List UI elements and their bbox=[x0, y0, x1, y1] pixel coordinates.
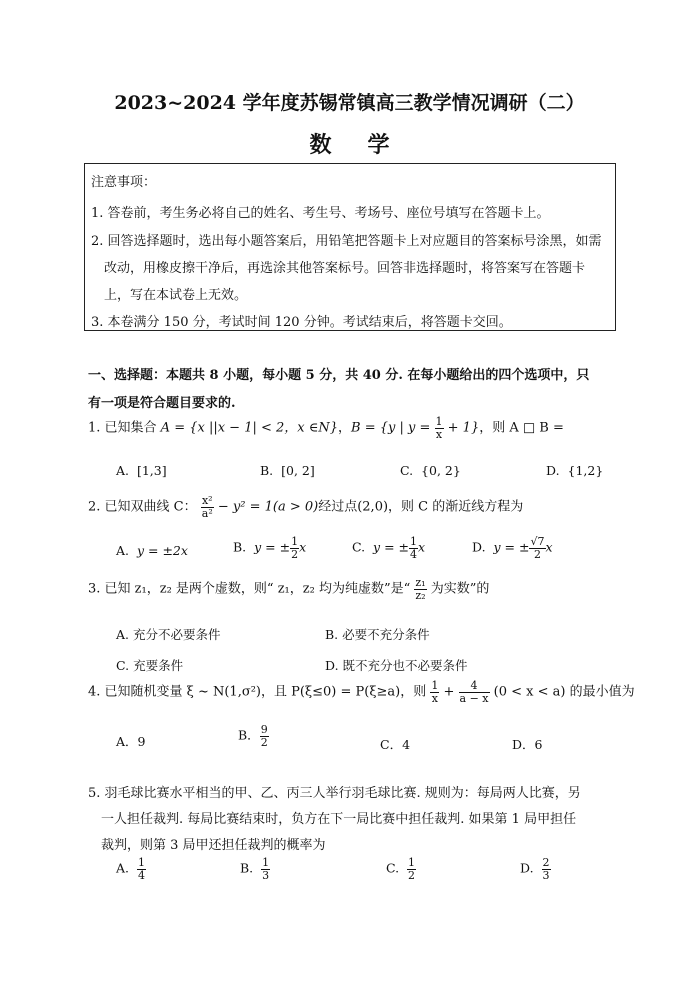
q2-option-c-pre: y = ± bbox=[373, 539, 410, 555]
q4-option-c: C．4 bbox=[380, 737, 411, 752]
q1-set-b-post: + 1} bbox=[447, 420, 480, 436]
section-1-line-2: 有一项是符合题目要求的. bbox=[88, 396, 236, 411]
q1-option-a-letter: A. bbox=[116, 463, 130, 478]
q5-option-b-letter: B. bbox=[240, 860, 254, 876]
q4-option-b bbox=[238, 724, 269, 748]
q4-plus: + bbox=[443, 684, 455, 700]
notice-item-1: 1. 答卷前，考生务必将自己的姓名、考生号、考场号、座位号填写在答题卡上。 bbox=[91, 206, 550, 221]
q1-option-b bbox=[260, 463, 315, 478]
q2-fraction bbox=[201, 495, 214, 519]
q1-frac-den: x bbox=[435, 427, 443, 441]
q2-option-b-letter: B. bbox=[233, 539, 247, 555]
q3-post: 为实数”的 bbox=[430, 581, 490, 597]
q2-option-b-pre: y = ± bbox=[254, 539, 291, 555]
q3-frac-den: z₂ bbox=[415, 588, 426, 602]
q2-option-d-den: 2 bbox=[529, 548, 545, 561]
q5-option-b-num: 1 bbox=[262, 856, 270, 869]
q2-option-a-letter: A. bbox=[116, 543, 130, 558]
q1-option-c-letter: C. bbox=[400, 463, 414, 478]
q2-option-d bbox=[472, 536, 553, 560]
q1-option-c bbox=[400, 463, 461, 478]
q2-option-c-fraction bbox=[409, 536, 418, 560]
q2-option-a-value: y = ±2x bbox=[136, 543, 188, 558]
q2-option-d-post: x bbox=[545, 539, 553, 555]
q3-option-d: D. 既不充分也不必要条件 bbox=[325, 658, 468, 673]
q5-option-a-letter: A. bbox=[116, 860, 130, 876]
q5-option-c-letter: C. bbox=[386, 860, 400, 876]
q1-option-d bbox=[546, 463, 603, 478]
q5-option-c-num: 1 bbox=[408, 856, 416, 869]
q4-option-b-fraction bbox=[260, 724, 269, 748]
notice-heading: 注意事项： bbox=[91, 175, 157, 190]
q2-pre: 2. 已知双曲线 C： bbox=[88, 499, 197, 515]
q2-option-c-den: 4 bbox=[410, 547, 418, 561]
q3-option-c: C. 充要条件 bbox=[116, 658, 184, 673]
q1-option-b-value: [0, 2] bbox=[281, 463, 315, 478]
notice-item-2-line-3: 上，写在本试卷上无效。 bbox=[104, 288, 248, 303]
q1-frac-num: 1 bbox=[435, 415, 443, 428]
q4-post: (0 < x < a) 的最小值为 bbox=[493, 684, 635, 700]
q5-option-d-fraction bbox=[542, 857, 551, 881]
q5-option-b bbox=[240, 857, 270, 881]
q4-fraction-1 bbox=[430, 680, 439, 704]
q2-option-d-pre: y = ± bbox=[493, 539, 530, 555]
q2-option-d-fraction bbox=[529, 536, 545, 560]
q3-option-a: A. 充分不必要条件 bbox=[116, 627, 221, 642]
question-2-stem bbox=[88, 495, 523, 519]
question-5-line-1: 5. 羽毛球比赛水平相当的甲、乙、丙三人举行羽毛球比赛. 规则为：每局两人比赛，另 bbox=[88, 786, 581, 801]
q1-fraction bbox=[435, 416, 444, 440]
q2-option-d-num: √7 bbox=[530, 535, 545, 548]
q2-option-b-post: x bbox=[299, 539, 307, 555]
q5-option-a-den: 4 bbox=[137, 868, 145, 882]
q4-f2-den: a − x bbox=[459, 691, 489, 705]
q4-option-b-letter: B． bbox=[238, 727, 260, 743]
question-5-line-3: 裁判，则第 3 局甲还担任裁判的概率为 bbox=[101, 838, 326, 853]
q2-option-b-fraction bbox=[290, 536, 299, 560]
q4-f1-num: 1 bbox=[431, 679, 439, 692]
q2-option-d-letter: D. bbox=[472, 539, 486, 555]
q5-option-c bbox=[386, 857, 416, 881]
q1-option-d-letter: D. bbox=[546, 463, 560, 478]
q1-option-a-value: [1,3] bbox=[136, 463, 167, 478]
question-4-stem bbox=[88, 680, 635, 704]
q4-option-d: D．6 bbox=[512, 737, 543, 752]
q5-option-d-num: 2 bbox=[542, 856, 550, 869]
q2-option-b-num: 1 bbox=[291, 535, 299, 548]
notice-item-2-line-2: 改动，用橡皮擦干净后，再选涂其他答案标号。回答非选择题时，将答案写在答题卡 bbox=[104, 261, 586, 276]
q2-frac-den: a² bbox=[201, 506, 213, 520]
q5-option-a-num: 1 bbox=[137, 856, 145, 869]
q3-frac-num: z₁ bbox=[415, 576, 426, 589]
q1-set-b-pre: B = {y | y = bbox=[351, 420, 431, 436]
q1-option-c-value: {0, 2} bbox=[421, 463, 461, 478]
question-1-stem bbox=[88, 416, 564, 440]
q2-option-c-post: x bbox=[418, 539, 426, 555]
q5-option-a bbox=[116, 857, 146, 881]
q4-option-a: A．9 bbox=[116, 734, 146, 749]
subject-title: 数学 bbox=[309, 132, 426, 158]
q4-option-b-den: 2 bbox=[260, 735, 268, 749]
q1-option-d-value: {1,2} bbox=[567, 463, 604, 478]
q2-option-a bbox=[116, 543, 188, 558]
q5-option-b-den: 3 bbox=[262, 868, 270, 882]
q3-pre: 3. 已知 z₁，z₂ 是两个虚数，则“ z₁，z₂ 均为纯虚数”是“ bbox=[88, 581, 411, 597]
q1-option-b-letter: B. bbox=[260, 463, 274, 478]
q5-option-a-fraction bbox=[137, 857, 146, 881]
q1-post: ，则 A □ B = bbox=[479, 420, 564, 436]
q3-fraction bbox=[414, 577, 426, 601]
question-5-line-2: 一人担任裁判. 每局比赛结束时，负方在下一局比赛中担任裁判. 如果第 1 局甲担任 bbox=[101, 812, 577, 827]
q2-option-b-den: 2 bbox=[291, 547, 299, 561]
q2-option-c-num: 1 bbox=[410, 535, 418, 548]
q2-option-b bbox=[233, 536, 306, 560]
q5-option-c-den: 2 bbox=[408, 868, 416, 882]
q2-option-c-letter: C. bbox=[352, 539, 366, 555]
q1-pre: 1. 已知集合 bbox=[88, 420, 161, 436]
notice-box bbox=[84, 163, 616, 331]
q1-option-a bbox=[116, 463, 167, 478]
q5-option-d bbox=[520, 857, 551, 881]
q5-option-d-letter: D. bbox=[520, 860, 534, 876]
q1-mid: ， bbox=[338, 420, 352, 436]
exam-title: 2023~2024 学年度苏锡常镇高三教学情况调研（二） bbox=[114, 92, 585, 114]
q4-fraction-2 bbox=[459, 680, 490, 704]
q5-option-c-fraction bbox=[407, 857, 416, 881]
q1-set-a: A = {x ||x − 1| < 2，x ∈N} bbox=[160, 420, 339, 436]
q4-f2-num: 4 bbox=[470, 679, 478, 692]
q2-option-c bbox=[352, 536, 425, 560]
section-1-line-1: 一、选择题：本题共 8 小题，每小题 5 分，共 40 分. 在每小题给出的四个选项中，只 bbox=[88, 368, 590, 383]
q5-option-b-fraction bbox=[261, 857, 270, 881]
q4-f1-den: x bbox=[431, 691, 438, 705]
q4-pre: 4. 已知随机变量 ξ ~ N(1,σ²)，且 P(ξ≤0) = P(ξ≥a)，则 bbox=[88, 684, 427, 700]
q3-option-b: B. 必要不充分条件 bbox=[325, 627, 430, 642]
question-3-stem bbox=[88, 577, 489, 601]
q2-frac-num: x² bbox=[201, 494, 213, 507]
q4-option-b-num: 9 bbox=[260, 723, 268, 736]
q5-option-d-den: 3 bbox=[542, 868, 550, 882]
q2-post: 经过点(2,0)，则 C 的渐近线方程为 bbox=[318, 499, 524, 515]
q2-expr: − y² = 1(a > 0) bbox=[217, 499, 319, 515]
notice-item-2-line-1: 2. 回答选择题时，选出每小题答案后，用铅笔把答题卡上对应题目的答案标号涂黑，如需 bbox=[91, 234, 602, 249]
notice-item-3: 3. 本卷满分 150 分，考试时间 120 分钟。考试结束后，将答题卡交回。 bbox=[91, 315, 512, 330]
